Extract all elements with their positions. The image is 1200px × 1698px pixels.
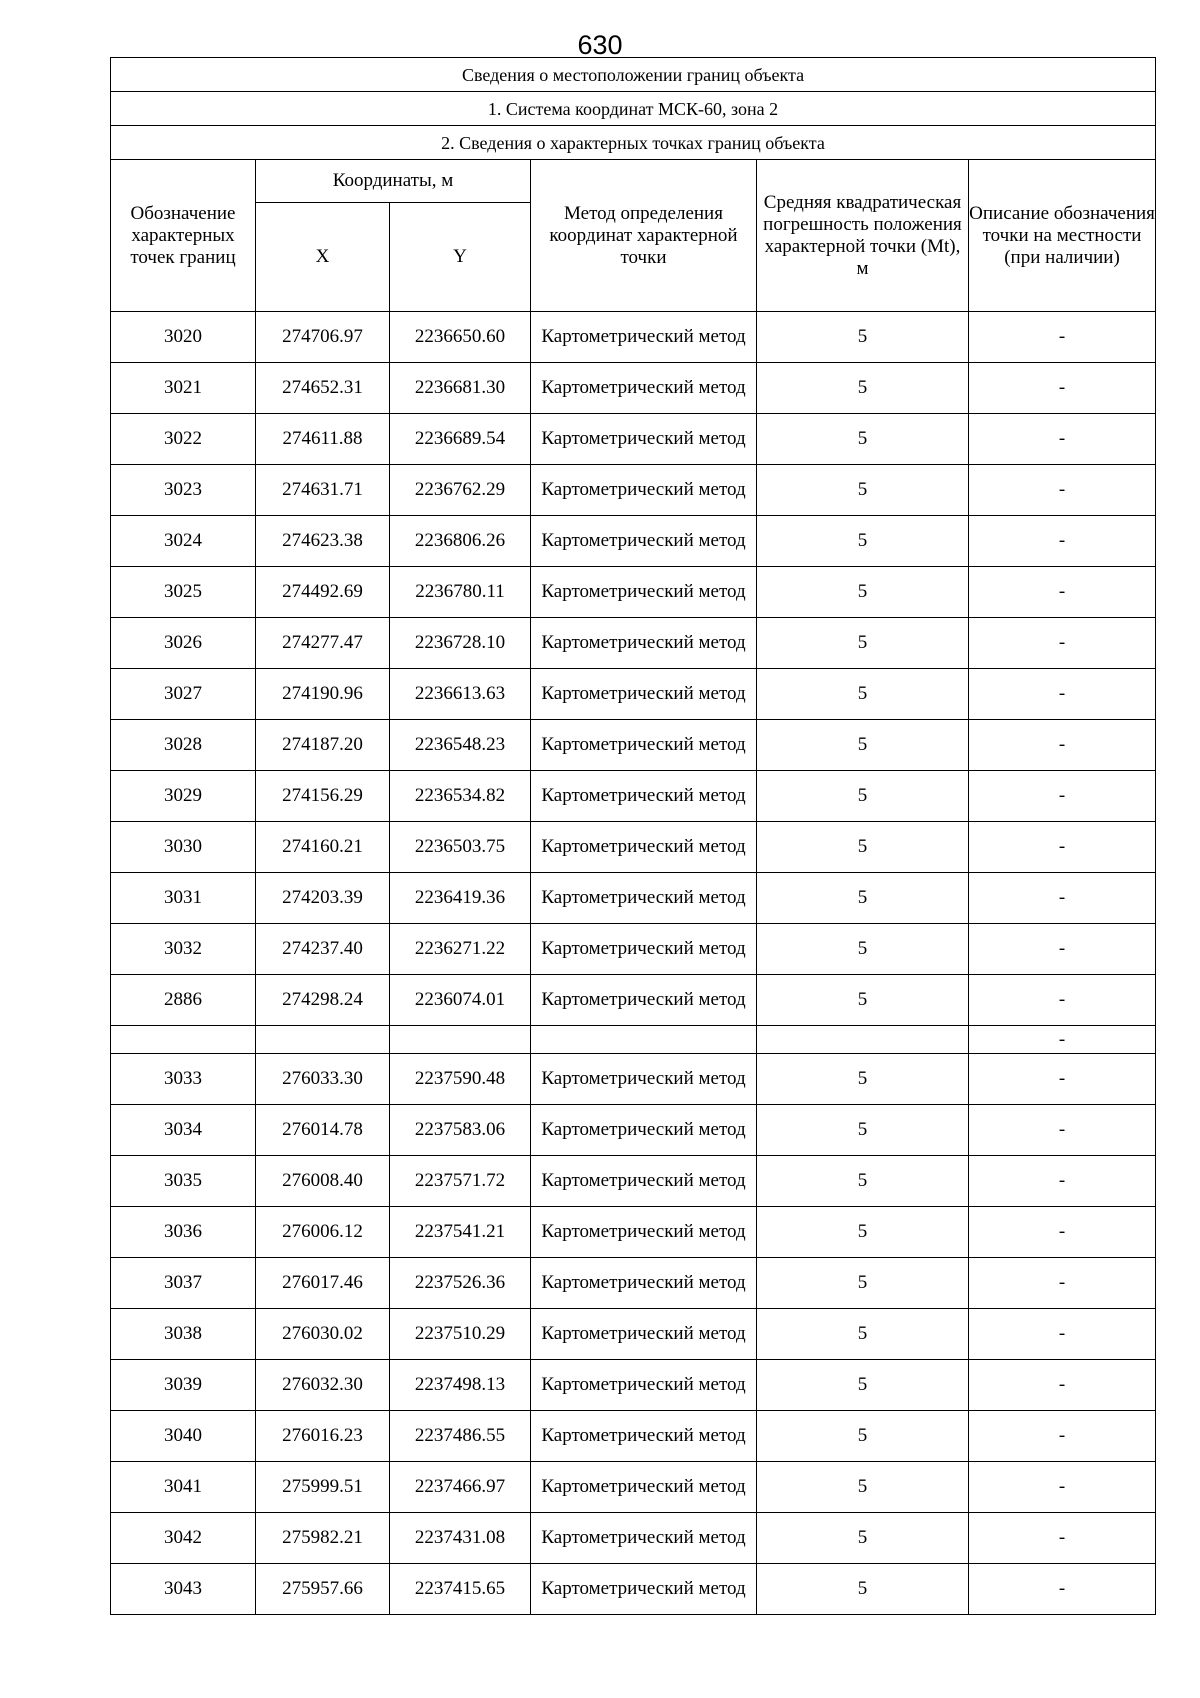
error-cell: 5: [757, 669, 969, 720]
y-coordinate-cell: 2237466.97: [390, 1462, 531, 1513]
error-cell: 5: [757, 465, 969, 516]
description-cell: -: [969, 1462, 1156, 1513]
error-cell: 5: [757, 516, 969, 567]
point-id-cell: 3034: [111, 1105, 256, 1156]
y-coordinate-cell: 2236728.10: [390, 618, 531, 669]
error-cell: 5: [757, 1105, 969, 1156]
description-cell: -: [969, 924, 1156, 975]
x-coordinate-cell: 275999.51: [256, 1462, 390, 1513]
y-coordinate-cell: 2237541.21: [390, 1207, 531, 1258]
method-cell: Картометрический метод: [531, 975, 757, 1026]
method-cell: [531, 1026, 757, 1054]
table-row: [111, 414, 1156, 465]
description-cell: -: [969, 567, 1156, 618]
point-id-cell: 3042: [111, 1513, 256, 1564]
method-cell: Картометрический метод: [531, 1207, 757, 1258]
description-cell: -: [969, 771, 1156, 822]
table-row: [111, 1105, 1156, 1156]
method-cell: Картометрический метод: [531, 363, 757, 414]
table-row: [111, 618, 1156, 669]
description-cell: -: [969, 516, 1156, 567]
x-coordinate-cell: 276006.12: [256, 1207, 390, 1258]
method-cell: Картометрический метод: [531, 465, 757, 516]
description-cell: -: [969, 618, 1156, 669]
x-coordinate-cell: 274492.69: [256, 567, 390, 618]
method-cell: Картометрический метод: [531, 567, 757, 618]
description-cell: -: [969, 1207, 1156, 1258]
description-cell: -: [969, 873, 1156, 924]
point-id-cell: 3037: [111, 1258, 256, 1309]
table-row: [111, 1564, 1156, 1615]
y-coordinate-cell: 2237583.06: [390, 1105, 531, 1156]
method-cell: Картометрический метод: [531, 924, 757, 975]
point-id-cell: 3029: [111, 771, 256, 822]
description-cell: -: [969, 822, 1156, 873]
description-cell: -: [969, 414, 1156, 465]
description-cell: -: [969, 669, 1156, 720]
error-cell: 5: [757, 1360, 969, 1411]
table-row: [111, 567, 1156, 618]
x-coordinate-cell: 276014.78: [256, 1105, 390, 1156]
table-title: Сведения о местоположении границ объекта: [111, 58, 1156, 92]
header-y: Y: [390, 203, 531, 312]
table-row: [111, 924, 1156, 975]
method-cell: Картометрический метод: [531, 1564, 757, 1615]
method-cell: Картометрический метод: [531, 1411, 757, 1462]
y-coordinate-cell: 2236419.36: [390, 873, 531, 924]
y-coordinate-cell: 2236681.30: [390, 363, 531, 414]
point-id-cell: [111, 1026, 256, 1054]
y-coordinate-cell: 2236689.54: [390, 414, 531, 465]
y-coordinate-cell: 2236074.01: [390, 975, 531, 1026]
table-row: [111, 312, 1156, 363]
point-id-cell: 3023: [111, 465, 256, 516]
error-cell: 5: [757, 1054, 969, 1105]
coordinate-system-title: 1. Система координат МСК-60, зона 2: [111, 92, 1156, 126]
method-cell: Картометрический метод: [531, 618, 757, 669]
error-cell: 5: [757, 1411, 969, 1462]
point-id-cell: 2886: [111, 975, 256, 1026]
y-coordinate-cell: 2237498.13: [390, 1360, 531, 1411]
method-cell: Картометрический метод: [531, 822, 757, 873]
table-row: [111, 1462, 1156, 1513]
table-row: [111, 465, 1156, 516]
y-coordinate-cell: 2237526.36: [390, 1258, 531, 1309]
point-id-cell: 3041: [111, 1462, 256, 1513]
error-cell: [757, 1026, 969, 1054]
error-cell: 5: [757, 567, 969, 618]
point-id-cell: 3024: [111, 516, 256, 567]
point-id-cell: 3035: [111, 1156, 256, 1207]
x-coordinate-cell: 274237.40: [256, 924, 390, 975]
table-row: [111, 975, 1156, 1026]
table-row: [111, 873, 1156, 924]
x-coordinate-cell: 276008.40: [256, 1156, 390, 1207]
y-coordinate-cell: 2236534.82: [390, 771, 531, 822]
error-cell: 5: [757, 312, 969, 363]
y-coordinate-cell: 2237571.72: [390, 1156, 531, 1207]
method-cell: Картометрический метод: [531, 1360, 757, 1411]
y-coordinate-cell: 2236762.29: [390, 465, 531, 516]
description-cell: -: [969, 1360, 1156, 1411]
table-row: [111, 1156, 1156, 1207]
method-cell: Картометрический метод: [531, 312, 757, 363]
header-method: Метод определения координат характерной точки: [531, 160, 757, 312]
y-coordinate-cell: 2236271.22: [390, 924, 531, 975]
boundary-points-table: [110, 57, 1156, 1615]
point-id-cell: 3026: [111, 618, 256, 669]
table-row: [111, 1258, 1156, 1309]
error-cell: 5: [757, 1207, 969, 1258]
table-row: [111, 516, 1156, 567]
y-coordinate-cell: 2236650.60: [390, 312, 531, 363]
header-description: Описание обозначения точки на местности (при наличии): [969, 160, 1156, 312]
description-cell: -: [969, 1411, 1156, 1462]
point-id-cell: 3028: [111, 720, 256, 771]
x-coordinate-cell: 274652.31: [256, 363, 390, 414]
x-coordinate-cell: 276017.46: [256, 1258, 390, 1309]
method-cell: Картометрический метод: [531, 720, 757, 771]
description-cell: -: [969, 1105, 1156, 1156]
table-row: [111, 669, 1156, 720]
y-coordinate-cell: 2237431.08: [390, 1513, 531, 1564]
y-coordinate-cell: 2237590.48: [390, 1054, 531, 1105]
x-coordinate-cell: 274298.24: [256, 975, 390, 1026]
table-row: [111, 1360, 1156, 1411]
point-id-cell: 3040: [111, 1411, 256, 1462]
error-cell: 5: [757, 1258, 969, 1309]
y-coordinate-cell: 2237486.55: [390, 1411, 531, 1462]
y-coordinate-cell: 2236780.11: [390, 567, 531, 618]
error-cell: 5: [757, 618, 969, 669]
header-coordinates: Координаты, м: [256, 160, 531, 203]
x-coordinate-cell: 276032.30: [256, 1360, 390, 1411]
y-coordinate-cell: [390, 1026, 531, 1054]
error-cell: 5: [757, 771, 969, 822]
description-cell: -: [969, 1156, 1156, 1207]
description-cell: -: [969, 1258, 1156, 1309]
description-cell: -: [969, 720, 1156, 771]
description-cell: -: [969, 1309, 1156, 1360]
table-row: [111, 1309, 1156, 1360]
table-row: [111, 1513, 1156, 1564]
header-x: X: [256, 203, 390, 312]
point-id-cell: 3039: [111, 1360, 256, 1411]
x-coordinate-cell: 276033.30: [256, 1054, 390, 1105]
description-cell: -: [969, 363, 1156, 414]
method-cell: Картометрический метод: [531, 1156, 757, 1207]
method-cell: Картометрический метод: [531, 669, 757, 720]
error-cell: 5: [757, 924, 969, 975]
table-row: [111, 1054, 1156, 1105]
x-coordinate-cell: 274611.88: [256, 414, 390, 465]
description-cell: -: [969, 1054, 1156, 1105]
point-id-cell: 3032: [111, 924, 256, 975]
point-id-cell: 3021: [111, 363, 256, 414]
point-id-cell: 3043: [111, 1564, 256, 1615]
description-cell: -: [969, 1564, 1156, 1615]
x-coordinate-cell: 274187.20: [256, 720, 390, 771]
x-coordinate-cell: 274203.39: [256, 873, 390, 924]
points-section-title: 2. Сведения о характерных точках границ объекта: [111, 126, 1156, 160]
header-error: Средняя квадратическая погрешность положения характерной точки (Mt), м: [757, 160, 969, 312]
error-cell: 5: [757, 1156, 969, 1207]
table-row: [111, 720, 1156, 771]
error-cell: 5: [757, 414, 969, 465]
error-cell: 5: [757, 822, 969, 873]
header-point: Обозначение характерных точек границ: [111, 160, 256, 312]
y-coordinate-cell: 2236613.63: [390, 669, 531, 720]
page-number: 630: [577, 30, 623, 60]
x-coordinate-cell: 274277.47: [256, 618, 390, 669]
y-coordinate-cell: 2236503.75: [390, 822, 531, 873]
method-cell: Картометрический метод: [531, 516, 757, 567]
table-row: [111, 1207, 1156, 1258]
point-id-cell: 3030: [111, 822, 256, 873]
error-cell: 5: [757, 1564, 969, 1615]
method-cell: Картометрический метод: [531, 1054, 757, 1105]
y-coordinate-cell: 2237510.29: [390, 1309, 531, 1360]
x-coordinate-cell: 275982.21: [256, 1513, 390, 1564]
table-row: [111, 822, 1156, 873]
point-id-cell: 3031: [111, 873, 256, 924]
table-row-blank: [111, 1026, 1156, 1054]
method-cell: Картометрический метод: [531, 1309, 757, 1360]
x-coordinate-cell: 274631.71: [256, 465, 390, 516]
method-cell: Картометрический метод: [531, 873, 757, 924]
x-coordinate-cell: 274623.38: [256, 516, 390, 567]
error-cell: 5: [757, 1513, 969, 1564]
table-row: [111, 771, 1156, 822]
table-row: [111, 1411, 1156, 1462]
point-id-cell: 3020: [111, 312, 256, 363]
point-id-cell: 3022: [111, 414, 256, 465]
error-cell: 5: [757, 873, 969, 924]
method-cell: Картометрический метод: [531, 771, 757, 822]
point-id-cell: 3025: [111, 567, 256, 618]
point-id-cell: 3033: [111, 1054, 256, 1105]
x-coordinate-cell: 276016.23: [256, 1411, 390, 1462]
description-cell: -: [969, 1513, 1156, 1564]
error-cell: 5: [757, 1462, 969, 1513]
x-coordinate-cell: 276030.02: [256, 1309, 390, 1360]
point-id-cell: 3036: [111, 1207, 256, 1258]
table-row: [111, 363, 1156, 414]
method-cell: Картометрический метод: [531, 1513, 757, 1564]
x-coordinate-cell: 274706.97: [256, 312, 390, 363]
description-cell: -: [969, 1026, 1156, 1054]
method-cell: Картометрический метод: [531, 414, 757, 465]
y-coordinate-cell: 2237415.65: [390, 1564, 531, 1615]
y-coordinate-cell: 2236548.23: [390, 720, 531, 771]
description-cell: -: [969, 312, 1156, 363]
error-cell: 5: [757, 1309, 969, 1360]
x-coordinate-cell: 274156.29: [256, 771, 390, 822]
x-coordinate-cell: 274190.96: [256, 669, 390, 720]
x-coordinate-cell: 275957.66: [256, 1564, 390, 1615]
method-cell: Картометрический метод: [531, 1462, 757, 1513]
point-id-cell: 3038: [111, 1309, 256, 1360]
description-cell: -: [969, 465, 1156, 516]
method-cell: Картометрический метод: [531, 1258, 757, 1309]
error-cell: 5: [757, 720, 969, 771]
description-cell: -: [969, 975, 1156, 1026]
point-id-cell: 3027: [111, 669, 256, 720]
error-cell: 5: [757, 363, 969, 414]
method-cell: Картометрический метод: [531, 1105, 757, 1156]
y-coordinate-cell: 2236806.26: [390, 516, 531, 567]
error-cell: 5: [757, 975, 969, 1026]
x-coordinate-cell: 274160.21: [256, 822, 390, 873]
x-coordinate-cell: [256, 1026, 390, 1054]
